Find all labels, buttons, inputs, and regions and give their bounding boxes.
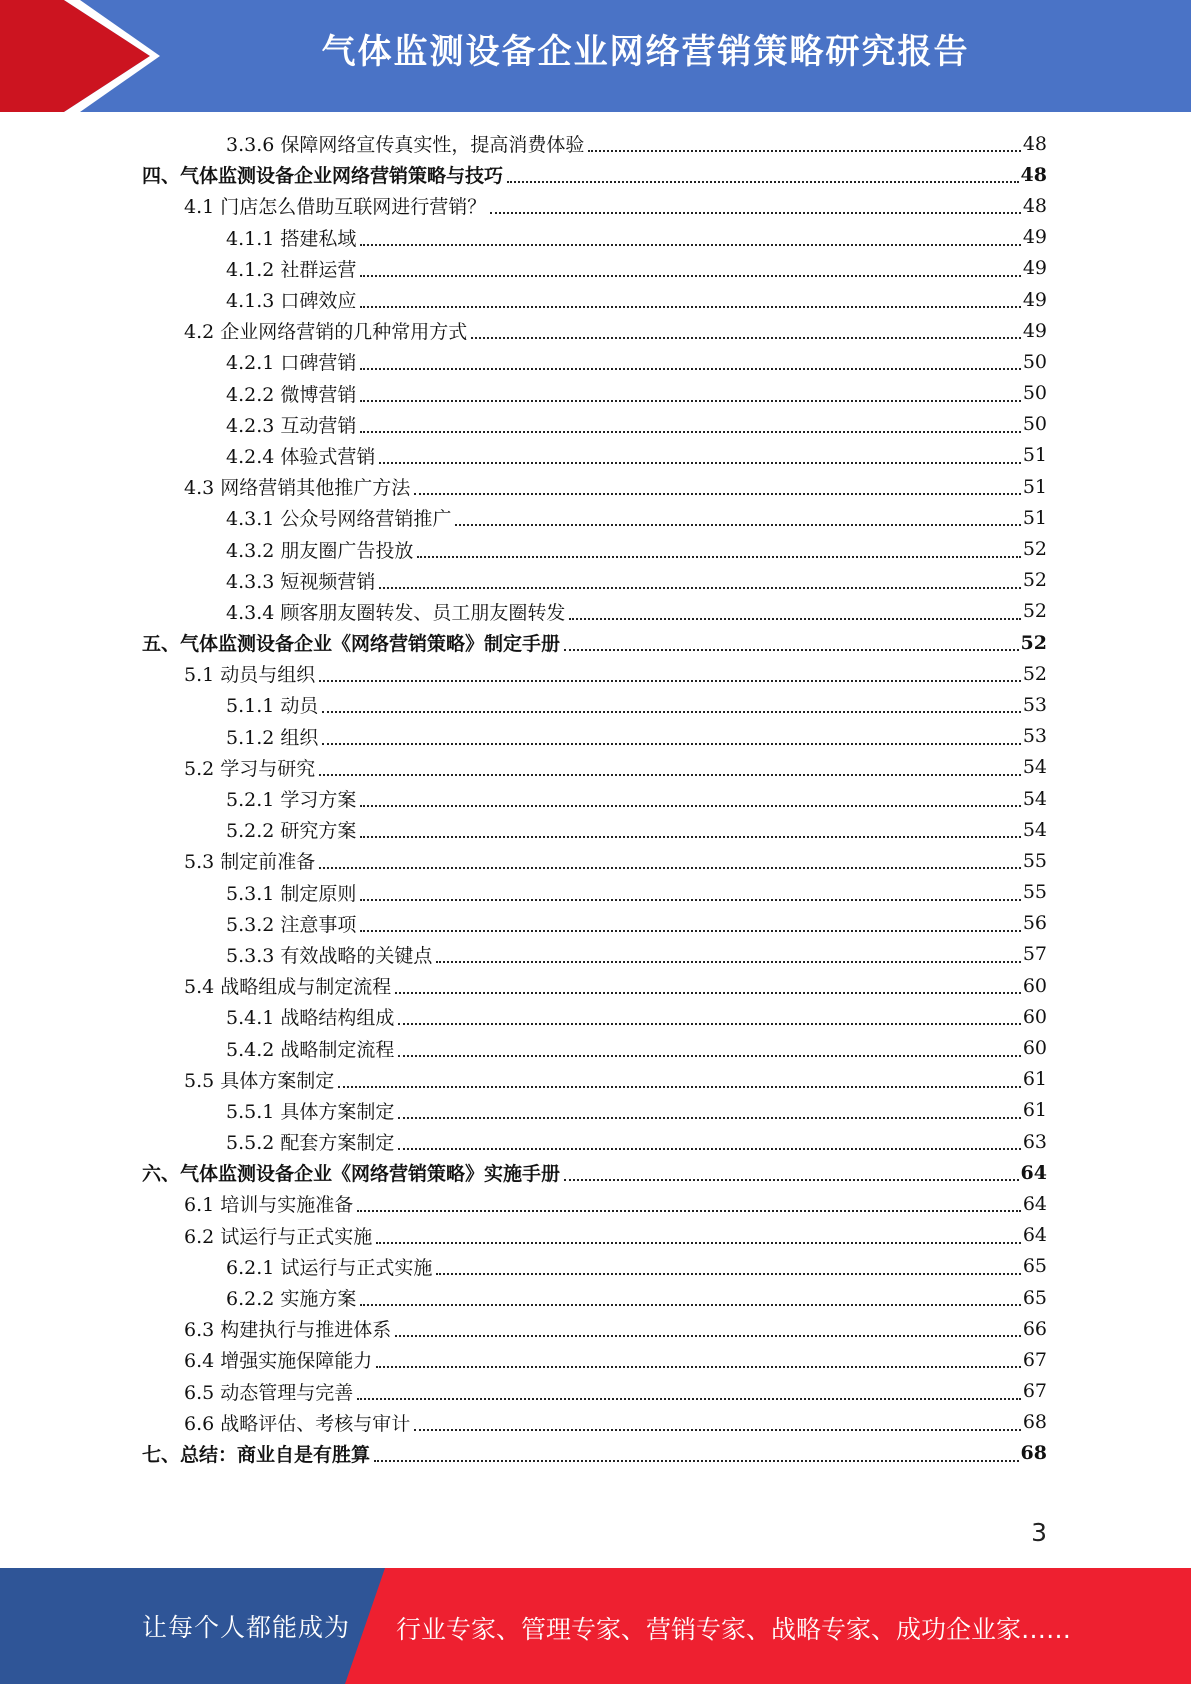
toc-entry[interactable] [0,1407,1191,1438]
dot-leader [360,243,1020,246]
toc-entry-page: 68 [1022,1411,1047,1434]
toc-entry-label: 4.3.1 公众号网络营销推广 [226,508,452,531]
header-banner [0,0,1191,112]
toc-entry[interactable] [0,939,1191,970]
toc-entry[interactable] [0,159,1191,190]
toc-entry-page: 55 [1022,881,1047,904]
toc-entry-line [184,190,1047,221]
toc-entry-line [226,783,1047,814]
toc-entry-label: 5.1.2 组织 [226,726,319,749]
toc-entry-label: 4.2 企业网络营销的几种常用方式 [184,321,468,344]
dot-leader [360,367,1020,370]
toc-entry[interactable] [0,721,1191,752]
toc-entry[interactable] [0,1157,1191,1188]
toc-entry[interactable] [0,315,1191,346]
toc-entry-page: 48 [1022,194,1047,217]
toc-entry[interactable] [0,845,1191,876]
toc-entry-label: 4.1.3 口碑效应 [226,290,357,313]
footer-banner [0,1568,1191,1684]
toc-entry[interactable] [0,1376,1191,1407]
toc-entry-page: 50 [1022,350,1047,373]
toc-entry[interactable] [0,378,1191,409]
toc-entry-label: 4.2.1 口碑营销 [226,352,357,375]
toc-entry-line [142,1438,1047,1469]
toc-entry[interactable] [0,190,1191,221]
toc-entry-label: 4.2.4 体验式营销 [226,445,376,468]
toc-entry-label: 5.3 制定前准备 [184,851,316,874]
toc-entry-label: 4.3 网络营销其他推广方法 [184,477,411,500]
toc-entry-label: 4.2.2 微博营销 [226,383,357,406]
toc-entry-label: 6.4 增强实施保障能力 [184,1350,373,1373]
toc-entry-line [184,752,1047,783]
toc-entry-label: 四、气体监测设备企业网络营销策略与技巧 [142,165,504,188]
toc-entry-page: 52 [1022,569,1047,592]
toc-entry-line [184,970,1047,1001]
toc-entry-page: 49 [1022,257,1047,280]
toc-entry[interactable] [0,440,1191,471]
toc-entry-page: 53 [1022,725,1047,748]
toc-entry-line [184,1376,1047,1407]
toc-entry-line [142,1157,1047,1188]
toc-entry-line [226,440,1047,471]
toc-entry-page: 65 [1022,1286,1047,1309]
toc-entry-label: 5.3.2 注意事项 [226,913,357,936]
dot-leader [588,149,1020,152]
toc-entry-label: 5.4 战略组成与制定流程 [184,976,392,999]
toc-entry-label: 6.2 试运行与正式实施 [184,1225,373,1248]
dot-leader [319,773,1021,776]
toc-entry-page: 50 [1022,413,1047,436]
toc-entry-page: 55 [1022,849,1047,872]
toc-entry-line [226,533,1047,564]
dot-leader [395,1334,1021,1337]
dot-leader [360,305,1020,308]
dot-leader [360,898,1020,901]
toc-entry-label: 4.1.1 搭建私域 [226,227,357,250]
toc-entry-label: 6.1 培训与实施准备 [184,1194,354,1217]
dot-leader [507,180,1019,183]
dot-leader [360,1303,1020,1306]
toc-entry-page: 50 [1022,382,1047,405]
toc-entry[interactable] [0,1344,1191,1375]
toc-entry-page: 60 [1022,1005,1047,1028]
toc-entry[interactable] [0,1251,1191,1282]
toc-entry-label: 5.3.3 有效战略的关键点 [226,944,433,967]
toc-entry-page: 67 [1022,1348,1047,1371]
toc-entry[interactable] [0,970,1191,1001]
toc-entry[interactable] [0,1438,1191,1469]
toc-entry-page: 48 [1020,163,1047,186]
dot-leader [319,866,1021,869]
toc-entry-line [184,315,1047,346]
toc-entry-page: 68 [1020,1442,1047,1465]
dot-leader [360,399,1020,402]
dot-leader [436,960,1020,963]
dot-leader [471,336,1021,339]
toc-entry-page: 60 [1022,1037,1047,1060]
page-number: 3 [1031,1518,1047,1547]
toc-entry-page: 61 [1022,1099,1047,1122]
dot-leader [374,1459,1019,1462]
dot-leader [398,1116,1020,1119]
toc-entry-label: 4.1 门店怎么借助互联网进行营销？ [184,196,487,219]
toc-entry[interactable] [0,222,1191,253]
toc-entry-label: 5.5.2 配套方案制定 [226,1132,395,1155]
toc-entry[interactable] [0,1126,1191,1157]
dot-leader [455,523,1020,526]
toc-entry-label: 4.3.2 朋友圈广告投放 [226,539,414,562]
toc-entry-page: 52 [1022,662,1047,685]
toc-entry[interactable] [0,689,1191,720]
toc-entry[interactable] [0,1095,1191,1126]
toc-entry-line [226,1282,1047,1313]
dot-leader [376,1241,1021,1244]
footer-slogan-left: 让每个人都能成为 [142,1613,351,1642]
dot-leader [379,461,1020,464]
toc-entry-label: 5.1.1 动员 [226,695,319,718]
toc-entry[interactable] [0,502,1191,533]
toc-entry[interactable] [0,1001,1191,1032]
toc-entry[interactable] [0,253,1191,284]
dot-leader [360,804,1020,807]
footer-slogan-right: 行业专家、管理专家、营销专家、战略专家、成功企业家…… [396,1615,1072,1644]
toc-entry-line [184,1188,1047,1219]
toc-entry-page: 64 [1022,1224,1047,1247]
toc-entry-label: 4.3.3 短视频营销 [226,570,376,593]
toc-entry-label: 6.2.2 实施方案 [226,1288,357,1311]
toc-entry-label: 6.2.1 试运行与正式实施 [226,1256,433,1279]
toc-entry-page: 49 [1022,288,1047,311]
toc-entry[interactable] [0,752,1191,783]
toc-entry-line [226,689,1047,720]
toc-entry-line [226,1095,1047,1126]
toc-entry-page: 54 [1022,756,1047,779]
toc-entry-line [142,159,1047,190]
toc-entry-label: 5.2.1 学习方案 [226,789,357,812]
toc-entry-label: 5.4.2 战略制定流程 [226,1038,395,1061]
dot-leader [338,1085,1021,1088]
dot-leader [564,1178,1019,1181]
toc-entry-line [226,253,1047,284]
toc-entry-page: 57 [1022,943,1047,966]
toc-entry-page: 64 [1020,1161,1047,1184]
toc-entry[interactable] [0,908,1191,939]
toc-entry-label: 5.1 动员与组织 [184,664,316,687]
dot-leader [490,211,1021,214]
toc-entry-line [226,939,1047,970]
toc-entry-line [226,877,1047,908]
toc-entry-page: 64 [1022,1192,1047,1215]
toc-entry-line [184,1064,1047,1095]
toc-entry-label: 4.3.4 顾客朋友圈转发、员工朋友圈转发 [226,601,566,624]
toc-entry[interactable] [0,533,1191,564]
toc-entry-page: 52 [1022,600,1047,623]
toc-entry[interactable] [0,658,1191,689]
toc-entry-page: 51 [1022,506,1047,529]
toc-entry-label: 5.5 具体方案制定 [184,1069,335,1092]
toc-entry-label: 5.2.2 研究方案 [226,820,357,843]
toc-entry[interactable] [0,1188,1191,1219]
document-title: 气体监测设备企业网络营销策略研究报告 [321,32,970,72]
toc-entry-label: 5.2 学习与研究 [184,757,316,780]
toc-entry-page: 67 [1022,1380,1047,1403]
toc-entry-page: 56 [1022,912,1047,935]
dot-leader [569,617,1020,620]
toc-entry-line [184,1344,1047,1375]
toc-entry-page: 65 [1022,1255,1047,1278]
toc-entry-line [226,908,1047,939]
toc-entry[interactable] [0,346,1191,377]
toc-entry-page: 54 [1022,787,1047,810]
toc-entry-line [226,378,1047,409]
dot-leader [376,1365,1021,1368]
toc-entry[interactable] [0,1282,1191,1313]
toc-entry-page: 66 [1022,1317,1047,1340]
toc-entry-label: 5.5.1 具体方案制定 [226,1100,395,1123]
toc-entry-line [184,1313,1047,1344]
toc-entry-line [226,346,1047,377]
toc-entry-line [226,222,1047,253]
dot-leader [398,1022,1020,1025]
toc-entry-label: 4.1.2 社群运营 [226,258,357,281]
toc-entry[interactable] [0,1220,1191,1251]
toc-entry-line [184,1220,1047,1251]
toc-entry-line [226,284,1047,315]
toc-entry-label: 5.4.1 战略结构组成 [226,1007,395,1030]
toc-entry-page: 52 [1020,631,1047,654]
toc-entry[interactable] [0,596,1191,627]
toc-entry-line [184,471,1047,502]
dot-leader [360,274,1020,277]
dot-leader [564,648,1019,651]
toc-entry-label: 4.2.3 互动营销 [226,414,357,437]
toc-entry[interactable] [0,128,1191,159]
toc-entry-label: 六、气体监测设备企业《网络营销策略》实施手册 [142,1163,561,1186]
dot-leader [360,929,1020,932]
dot-leader [357,1397,1021,1400]
toc-entry-line [226,565,1047,596]
toc-entry-page: 52 [1022,538,1047,561]
toc-entry-label: 5.3.1 制定原则 [226,882,357,905]
toc-entry-label: 五、气体监测设备企业《网络营销策略》制定手册 [142,633,561,656]
table-of-contents [0,128,1191,1469]
toc-entry[interactable] [0,284,1191,315]
toc-entry-page: 49 [1022,319,1047,342]
toc-entry-page: 63 [1022,1130,1047,1153]
toc-entry-line [226,409,1047,440]
toc-entry-label: 6.3 构建执行与推进体系 [184,1319,392,1342]
toc-entry-page: 54 [1022,818,1047,841]
toc-entry-page: 48 [1022,132,1047,155]
toc-entry-line [226,1032,1047,1063]
toc-entry[interactable] [0,471,1191,502]
toc-entry[interactable] [0,877,1191,908]
dot-leader [414,1428,1021,1431]
dot-leader [398,1147,1020,1150]
toc-entry-line [226,721,1047,752]
dot-leader [379,586,1020,589]
toc-entry-line [226,814,1047,845]
toc-entry-line [226,1251,1047,1282]
toc-entry-line [142,627,1047,658]
toc-entry-line [226,596,1047,627]
toc-entry[interactable] [0,565,1191,596]
toc-entry[interactable] [0,1313,1191,1344]
toc-entry-line [184,845,1047,876]
toc-entry-label: 6.6 战略评估、考核与审计 [184,1412,411,1435]
toc-entry[interactable] [0,409,1191,440]
toc-entry-label: 6.5 动态管理与完善 [184,1381,354,1404]
toc-entry-page: 51 [1022,444,1047,467]
toc-entry-line [226,1126,1047,1157]
toc-entry-page: 61 [1022,1068,1047,1091]
toc-entry-line [226,128,1047,159]
toc-entry[interactable] [0,1064,1191,1095]
dot-leader [417,555,1020,558]
toc-entry-page: 51 [1022,475,1047,498]
toc-entry[interactable] [0,783,1191,814]
toc-entry[interactable] [0,814,1191,845]
dot-leader [436,1272,1020,1275]
toc-entry-page: 49 [1022,226,1047,249]
toc-entry-label: 七、总结：商业自是有胜算 [142,1443,371,1466]
dot-leader [395,991,1021,994]
dot-leader [322,710,1020,713]
toc-entry-label: 3.3.6 保障网络宣传真实性，提高消费体验 [226,134,585,157]
red-chevron-decoration [0,0,160,112]
dot-leader [357,1209,1021,1212]
toc-entry[interactable] [0,1032,1191,1063]
toc-entry-page: 53 [1022,693,1047,716]
dot-leader [319,679,1021,682]
toc-entry-line [226,502,1047,533]
dot-leader [398,1054,1020,1057]
dot-leader [414,492,1021,495]
dot-leader [360,835,1020,838]
dot-leader [322,742,1020,745]
toc-entry-page: 60 [1022,974,1047,997]
toc-entry-line [226,1001,1047,1032]
toc-entry-line [184,658,1047,689]
dot-leader [360,430,1020,433]
toc-entry[interactable] [0,627,1191,658]
toc-entry-line [184,1407,1047,1438]
